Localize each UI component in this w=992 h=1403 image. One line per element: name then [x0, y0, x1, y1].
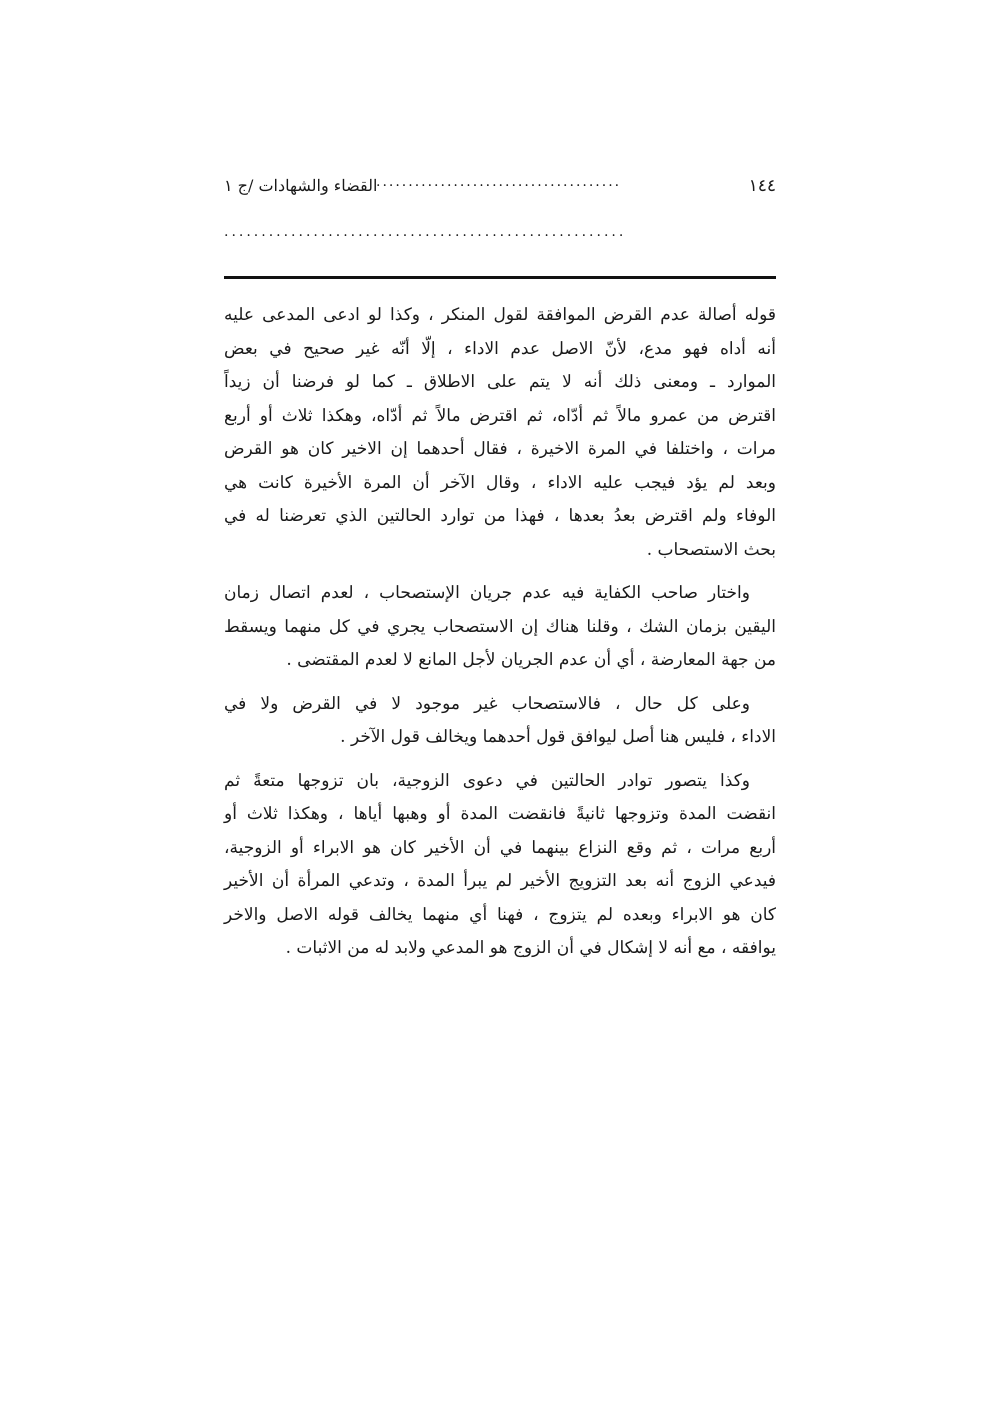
running-header: [224, 170, 776, 204]
page-number: ١٤٤: [748, 176, 776, 196]
text-line: انقضت المدة وتزوجها ثانيةً فانقضت المدة أو وهبها أياها ، وهكذا ثلاث أو: [224, 804, 776, 824]
horizontal-rule: [224, 276, 776, 279]
text-line: اليقين بزمان الشك ، وقلنا هناك إن الاستصحاب يجري في كل منهما ويسقط: [224, 616, 776, 637]
paragraph-2: [224, 577, 776, 678]
text-line: الاداء ، فليس هنا أصل ليوافق قول أحدهما ويخالف قول الآخر .: [340, 727, 776, 747]
paragraph-1: [224, 299, 776, 567]
text-line: الوفاء ولم اقترض بعدُ بعدها ، فهذا من توارد الحالتين الذي تعرضنا له في: [224, 506, 776, 526]
header-leader-dots: ......................................: [376, 174, 622, 190]
text-line: اقترض من عمرو مالاً ثم أدّاه، ثم اقترض مالاً ثم أدّاه، وهكذا ثلاث أو أربع: [224, 405, 776, 426]
book-page: [224, 170, 776, 976]
text-line: الموارد ـ ومعنى ذلك أنه لا يتم على الاطلاق ـ كما لو فرضنا أن زيداً: [224, 372, 776, 392]
text-line: قوله أصالة عدم القرض الموافقة لقول المنكر ، وكذا لو ادعى المدعى عليه: [224, 305, 776, 325]
text-line: واختار صاحب الكفاية فيه عدم جريان الإستصحاب ، لعدم اتصال زمان: [224, 583, 750, 603]
page-body: [224, 299, 776, 966]
paragraph-3: [224, 688, 776, 755]
text-line: أربع مرات ، ثم وقع النزاع بينهما في أن الأخير كان هو الابراء أو الزوجية،: [224, 837, 776, 858]
paragraph-4: [224, 765, 776, 966]
text-line: أنه أداه فهو مدع، لأنّ الاصل عدم الاداء ، إلّا أنّه غير صحيح في بعض: [224, 338, 776, 359]
text-line: وبعد لم يؤد فيجب عليه الاداء ، وقال الآخر أن المرة الأخيرة كانت هي: [224, 472, 776, 493]
text-line: مرات ، واختلفا في المرة الاخيرة ، فقال أحدهما إن الاخير كان هو القرض: [224, 439, 776, 459]
book-title: القضاء والشهادات /ج ١: [224, 176, 378, 195]
text-line: كان هو الابراء وبعده لم يتزوج ، فهنا أي منهما يخالف قوله الاصل والاخر: [224, 904, 776, 925]
text-line: وعلى كل حال ، فالاستصحاب غير موجود لا في القرض ولا في: [224, 693, 750, 714]
text-line: يوافقه ، مع أنه لا إشكال في أن الزوج هو المدعي ولابد له من الاثبات .: [285, 938, 776, 958]
text-line: وكذا يتصور توادر الحالتين في دعوى الزوجية، بان تزوجها متعةً ثم: [224, 770, 751, 791]
text-line: من جهة المعارضة ، أي أن عدم الجريان لأجل المانع لا لعدم المقتضى .: [286, 650, 776, 670]
text-line: بحث الاستصحاب .: [646, 539, 776, 560]
text-line: فيدعي الزوج أنه بعد التزويج الأخير لم يبرأ المدة ، وتدعي المرأة أن الأخير: [224, 871, 776, 891]
dotted-separator: ......................................................: [224, 224, 627, 240]
